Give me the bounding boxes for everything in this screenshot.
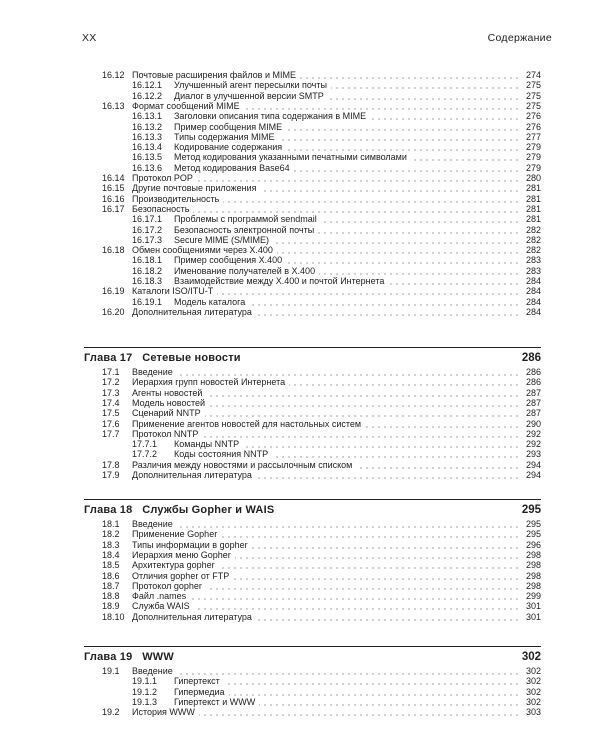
section-title: Метод кодирования указанными печатными символами: [174, 152, 407, 163]
toc-entry[interactable]: [0, 612, 600, 623]
section-title: Именование получателей в X.400: [174, 265, 316, 276]
section-title: Команды NNTP: [174, 439, 240, 450]
chapter-title: Глава 18 Службы Gopher и WAIS: [84, 504, 275, 516]
section-number: 16.17.2: [132, 224, 163, 235]
section-title: Гипертекст: [174, 676, 220, 687]
section-title: Гипермедиа: [174, 686, 225, 697]
dot-leader: [331, 87, 520, 89]
page-number: 303: [525, 707, 541, 718]
section-number: 16.16: [102, 193, 125, 204]
section-number: 16.13.3: [132, 131, 163, 142]
page-number: 282: [525, 234, 541, 245]
dot-leader: [206, 588, 520, 590]
section-number: 17.5: [102, 408, 120, 419]
dot-leader: [233, 578, 520, 580]
dot-leader: [197, 180, 520, 182]
dot-leader: [243, 446, 520, 448]
section-number: 18.5: [102, 560, 120, 571]
page-number: 284: [525, 306, 541, 317]
section-title: Применение агентов новостей для настольных систем: [132, 418, 362, 429]
dot-leader: [177, 374, 520, 376]
section-number: 19.1.2: [132, 686, 158, 697]
section-title: Дополнительная литература: [132, 470, 252, 480]
dot-leader: [229, 694, 520, 696]
section-title: Служба WAIS: [132, 601, 190, 612]
page-number: 302: [525, 666, 541, 676]
dot-leader: [223, 201, 520, 203]
section-title: Другие почтовые приложения: [132, 183, 257, 194]
page-number: 277: [525, 131, 541, 142]
section-title: Введение: [132, 367, 173, 377]
dot-leader: [194, 608, 520, 610]
section-title: Обмен сообщениями через X.400: [132, 245, 273, 256]
section-title: Архитектура gopher: [132, 560, 215, 571]
page-number: 281: [525, 193, 541, 204]
section-number: 19.1.3: [132, 696, 158, 707]
section-number: 18.3: [102, 539, 120, 550]
dot-leader: [261, 190, 520, 192]
page-number: 284: [525, 286, 541, 297]
page-number: 294: [525, 459, 541, 470]
section-number: 18.10: [102, 611, 125, 622]
section-number: 19.1: [102, 666, 120, 676]
section-title: Модель новостей: [132, 397, 206, 408]
page-number: 296: [525, 539, 541, 550]
dot-leader: [279, 139, 520, 141]
section-title: Файл .names: [132, 591, 187, 602]
section-title: Протокол POP: [132, 173, 193, 183]
dot-leader: [289, 384, 520, 386]
section-number: 16.14: [102, 173, 125, 183]
section-title: Проблемы с программой sendmail: [174, 214, 317, 225]
dot-leader: [219, 567, 520, 569]
section-number: 17.7.2: [132, 449, 158, 460]
section-title: Протокол gopher: [132, 580, 202, 591]
section-number: 16.17: [102, 203, 125, 214]
section-number: 16.13.6: [132, 162, 163, 173]
page-number: 274: [525, 70, 541, 80]
section-title: Кодирование содержания: [174, 142, 283, 153]
chapter-rule: [84, 347, 541, 348]
page-number: 286: [525, 367, 541, 377]
section-title: Улучшенный агент пересылки почты: [174, 80, 327, 91]
page-number: 282: [525, 224, 541, 235]
dot-leader: [286, 149, 520, 151]
section-number: 19.1.1: [132, 676, 158, 687]
page-number: 281: [525, 203, 541, 214]
chapter-heading[interactable]: [0, 350, 600, 366]
section-number: 16.19: [102, 286, 125, 297]
section-title: Безопасность: [132, 203, 190, 214]
section-number: 16.18.1: [132, 255, 163, 266]
page-number: 298: [525, 560, 541, 571]
page-number: 287: [525, 408, 541, 419]
page-number: 301: [525, 601, 541, 612]
page-number: 286: [525, 377, 541, 388]
section-number: 16.15: [102, 183, 125, 194]
chapter-title: Глава 19 WWW: [84, 651, 174, 663]
dot-leader: [356, 467, 520, 469]
section-title: Иерархия меню Gopher: [132, 549, 231, 560]
section-number: 18.7: [102, 580, 120, 591]
section-number: 16.13.5: [132, 152, 163, 163]
page-number: 292: [525, 439, 541, 450]
section-title: Безопасность электронной почты: [174, 224, 315, 235]
section-number: 17.3: [102, 387, 120, 398]
section-title: Введение: [132, 666, 173, 676]
dot-leader: [388, 283, 520, 285]
section-title: Заголовки описания типа содержания в MIME: [174, 111, 367, 122]
section-number: 16.18.3: [132, 276, 163, 286]
page-number: 275: [525, 90, 541, 101]
section-title: Введение: [132, 519, 173, 529]
page-number: 282: [525, 245, 541, 256]
section-number: 17.7.1: [132, 439, 158, 450]
dot-leader: [319, 273, 520, 275]
page-number: 275: [525, 100, 541, 111]
section-number: 16.12.1: [132, 80, 163, 91]
section-title: Применение Gopher: [132, 529, 218, 540]
section-title: Иерархия групп новостей Интернета: [132, 377, 286, 388]
toc-entry[interactable]: [0, 707, 600, 718]
section-title: Модель каталога: [174, 296, 246, 307]
page-number: 298: [525, 549, 541, 560]
dot-leader: [221, 536, 520, 538]
page-number: 279: [525, 142, 541, 153]
page-number: 280: [525, 173, 541, 183]
section-title: Взаимодействие между X.400 и почтой Интернета: [174, 276, 385, 286]
dot-leader: [235, 557, 520, 559]
page-number: 283: [525, 265, 541, 276]
dot-leader: [365, 426, 520, 428]
section-title: Различия между новостями и рассылочным списком: [132, 459, 353, 470]
dot-leader: [277, 252, 520, 254]
section-title: Дополнительная литература: [132, 611, 252, 622]
section-title: Типы содержания MIME: [174, 131, 275, 142]
section-number: 18.4: [102, 549, 120, 560]
section-title: Дополнительная литература: [132, 306, 252, 317]
dot-leader: [294, 170, 520, 172]
section-number: 17.9: [102, 470, 120, 480]
section-title: Почтовые расширения файлов и MIME: [132, 70, 296, 80]
section-number: 16.13.1: [132, 111, 163, 122]
section-number: 17.6: [102, 418, 120, 429]
page-number: 293: [525, 449, 541, 460]
page-number: 294: [525, 470, 541, 480]
dot-leader: [252, 547, 520, 549]
section-title: Каталоги ISO/ITU-T: [132, 286, 214, 297]
page-number: 281: [525, 214, 541, 225]
page-number: 298: [525, 570, 541, 581]
page-number: 298: [525, 580, 541, 591]
dot-leader: [300, 77, 520, 79]
dot-leader: [286, 262, 520, 264]
chapter-page-number: 286: [521, 352, 541, 364]
section-number: 16.13.4: [132, 142, 163, 153]
page-number: 292: [525, 428, 541, 439]
dot-leader: [259, 704, 520, 706]
section-number: 16.18: [102, 245, 125, 256]
dot-leader: [370, 118, 520, 120]
section-number: 17.7: [102, 428, 120, 439]
page-number: 299: [525, 591, 541, 602]
section-title: Типы информации в gopher: [132, 539, 248, 550]
section-title: Отличия gopher от FTP: [132, 570, 230, 581]
page-number: 281: [525, 183, 541, 194]
dot-leader: [244, 108, 520, 110]
section-number: 17.1: [102, 367, 120, 377]
section-title: Secure MIME (S/MIME): [174, 234, 270, 245]
dot-leader: [193, 211, 520, 213]
section-title: Диалог в улучшенной версии SMTP: [174, 90, 324, 101]
section-number: 18.8: [102, 591, 120, 602]
page-number: 287: [525, 387, 541, 398]
section-number: 17.4: [102, 397, 120, 408]
chapter-page-number: 295: [521, 504, 541, 516]
section-number: 17.2: [102, 377, 120, 388]
dot-leader: [206, 395, 520, 397]
dot-leader: [286, 129, 520, 131]
page-number: 302: [525, 696, 541, 707]
section-number: 16.17.1: [132, 214, 163, 225]
page-number: 275: [525, 80, 541, 91]
dot-leader: [209, 405, 520, 407]
section-title: Протокол NNTP: [132, 428, 199, 439]
page-number: 279: [525, 162, 541, 173]
page-number: 279: [525, 152, 541, 163]
dot-leader: [256, 619, 520, 621]
page-number: 287: [525, 397, 541, 408]
page-number: 295: [525, 519, 541, 529]
section-number: 18.2: [102, 529, 120, 540]
section-number: 17.8: [102, 459, 120, 470]
dot-leader: [217, 293, 520, 295]
dot-leader: [273, 242, 520, 244]
section-number: 16.13: [102, 100, 125, 111]
dot-leader: [205, 415, 520, 417]
page-number: 276: [525, 111, 541, 122]
section-title: Пример сообщения X.400: [174, 255, 283, 266]
dot-leader: [202, 436, 520, 438]
dot-leader: [256, 314, 520, 316]
page-number: 301: [525, 611, 541, 622]
chapter-heading[interactable]: [0, 502, 600, 518]
section-number: 19.2: [102, 707, 120, 718]
page-number-roman: XX: [82, 32, 97, 44]
dot-leader: [190, 598, 520, 600]
dot-leader: [411, 159, 520, 161]
page-number: 276: [525, 121, 541, 132]
dot-leader: [177, 673, 520, 675]
section-title: Сценарий NNTP: [132, 408, 201, 419]
toc-entry[interactable]: [0, 307, 600, 318]
section-number: 16.12: [102, 70, 125, 80]
page-number: 284: [525, 296, 541, 307]
section-title: Гипертекст и WWW: [174, 696, 256, 707]
dot-leader: [256, 477, 520, 479]
section-title: История WWW: [132, 707, 195, 718]
page-number: 302: [525, 676, 541, 687]
page-number: 284: [525, 276, 541, 286]
chapter-title: Глава 17 Сетевые новости: [84, 352, 241, 364]
chapter-rule: [84, 646, 541, 647]
dot-leader: [199, 714, 520, 716]
chapter-rule: [84, 499, 541, 500]
dot-leader: [177, 526, 520, 528]
section-number: 16.12.2: [132, 90, 163, 101]
chapter-page-number: 302: [521, 651, 541, 663]
section-number: 16.19.1: [132, 296, 163, 307]
section-title: Агенты новостей: [132, 387, 203, 398]
running-header: Содержание: [487, 32, 552, 44]
page-number: 283: [525, 255, 541, 266]
section-title: Формат сообщений MIME: [132, 100, 240, 111]
section-number: 18.9: [102, 601, 120, 612]
section-title: Коды состояния NNTP: [174, 449, 269, 460]
toc-entry[interactable]: [0, 470, 600, 481]
dot-leader: [249, 304, 520, 306]
section-number: 16.17.3: [132, 234, 163, 245]
chapter-heading[interactable]: [0, 649, 600, 665]
section-title: Метод кодирования Base64: [174, 162, 290, 173]
page-number: 302: [525, 686, 541, 697]
section-title: Пример сообщения MIME: [174, 121, 283, 132]
section-number: 16.18.2: [132, 265, 163, 276]
page-number: 290: [525, 418, 541, 429]
page-number: 295: [525, 529, 541, 540]
section-number: 16.13.2: [132, 121, 163, 132]
section-number: 18.1: [102, 519, 120, 529]
dot-leader: [328, 98, 520, 100]
section-number: 16.20: [102, 306, 125, 317]
dot-leader: [224, 683, 520, 685]
section-title: Производительность: [132, 193, 220, 204]
dot-leader: [318, 232, 520, 234]
dot-leader: [321, 221, 520, 223]
section-number: 18.6: [102, 570, 120, 581]
dot-leader: [272, 456, 520, 458]
